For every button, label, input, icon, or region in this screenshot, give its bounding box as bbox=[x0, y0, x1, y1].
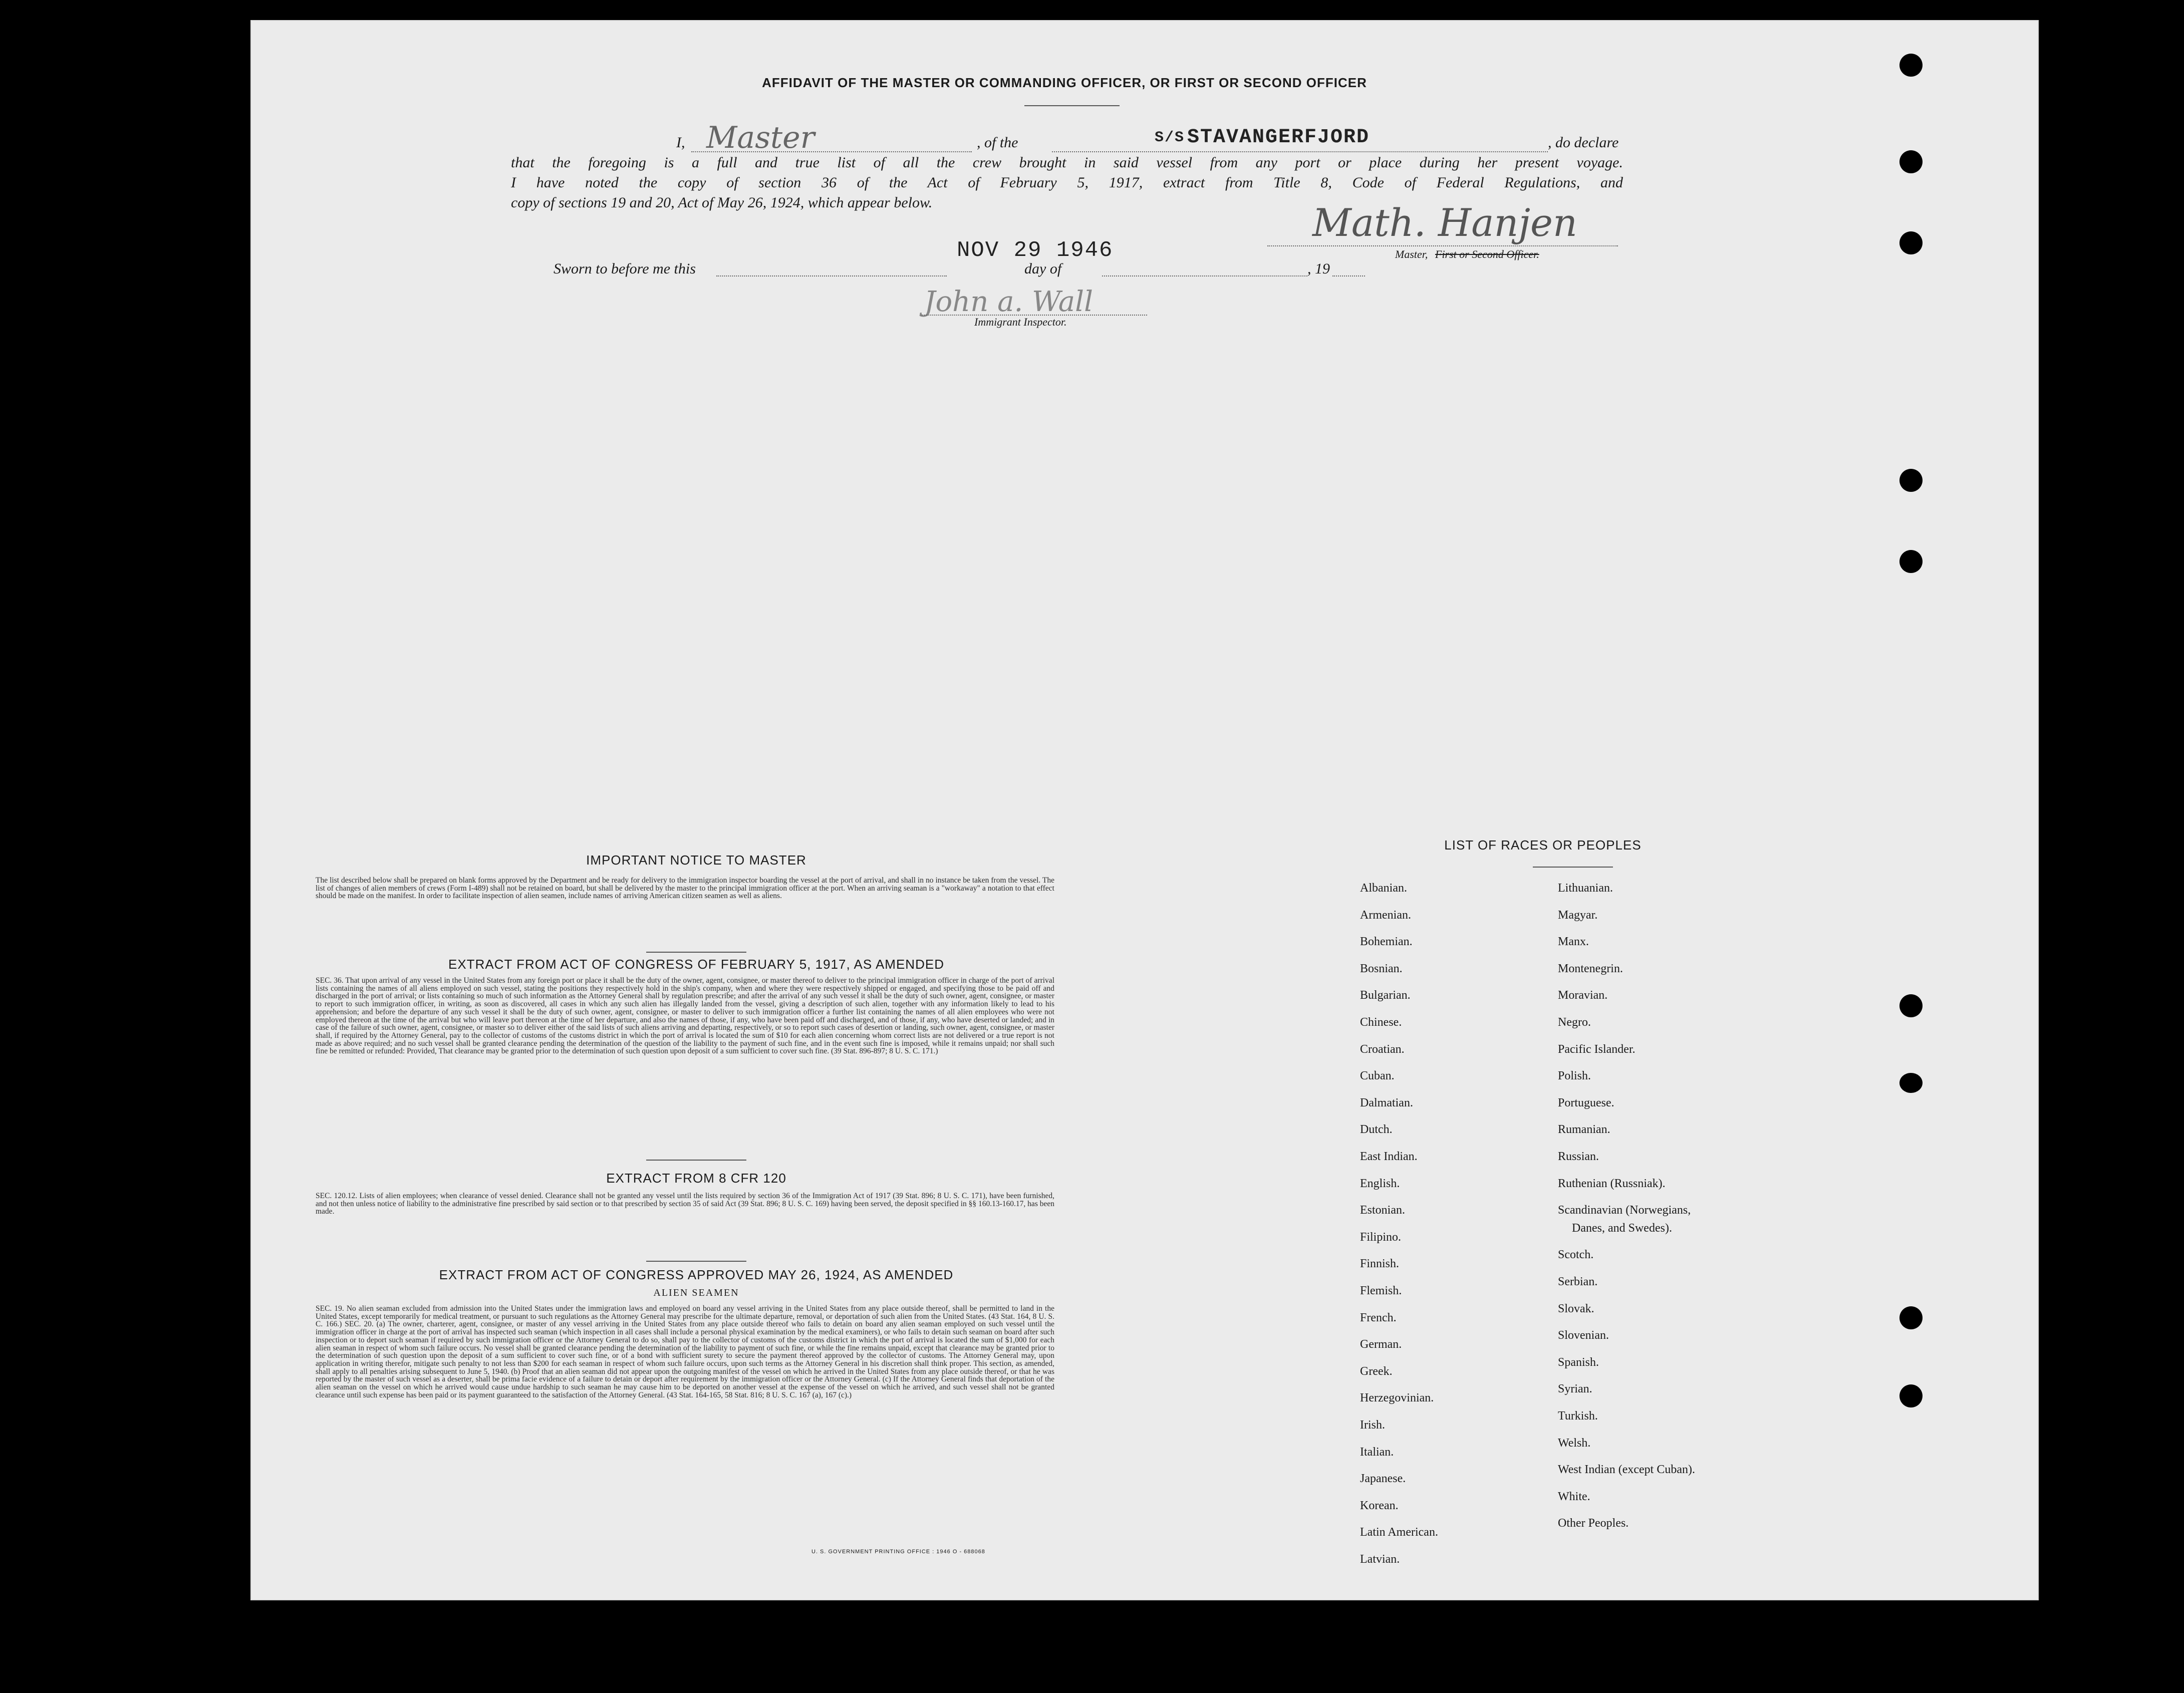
extract-cfr-rule bbox=[646, 1261, 746, 1262]
extract-1924-title: EXTRACT FROM ACT OF CONGRESS APPROVED MAY 26, 1924, AS AMENDED bbox=[439, 1267, 954, 1282]
race-item: West Indian (except Cuban). bbox=[1558, 1463, 1695, 1477]
rank-underline bbox=[691, 151, 972, 152]
punch-hole bbox=[1899, 1073, 1923, 1093]
sworn-label: Sworn to before me this bbox=[554, 260, 696, 277]
race-item: Manx. bbox=[1558, 935, 1589, 949]
race-item: Scandinavian (Norwegians, bbox=[1558, 1204, 1691, 1217]
date-stamp: NOV 29 1946 bbox=[957, 238, 1114, 263]
race-item: Portuguese. bbox=[1558, 1096, 1614, 1109]
race-item: Serbian. bbox=[1558, 1275, 1598, 1288]
vessel-name: STAVANGERFJORD bbox=[1187, 126, 1370, 149]
vessel-prefix: S/S bbox=[1155, 129, 1185, 146]
race-item: German. bbox=[1360, 1338, 1402, 1351]
race-item: Syrian. bbox=[1558, 1382, 1592, 1396]
sworn-underline bbox=[716, 275, 947, 276]
signature-line bbox=[1267, 245, 1618, 246]
do-declare-text: , do declare bbox=[1548, 134, 1619, 151]
printer-line: U. S. GOVERNMENT PRINTING OFFICE : 1946 O - 688068 bbox=[811, 1549, 985, 1555]
race-item: Montenegrin. bbox=[1558, 962, 1623, 975]
notice-body: The list described below shall be prepared on blank forms approved by the Department and be ready for delivery to the immigration inspector boarding the vessel at the port of arrival, and shall in no instance be taken from the vessel. The list of changes of alien members of crews (Form I-489) shall not be retained on board, but shall be delivered by the master to the principal immigration officer at the port. When an arriving seaman is a "workaway" a notation to that effect should be made on the manifest. In order to facilitate inspection of alien seamen, include names of arriving American citizen seamen as well as aliens. bbox=[316, 876, 1054, 901]
race-item: Filipino. bbox=[1360, 1230, 1402, 1244]
race-item: Bulgarian. bbox=[1360, 989, 1411, 1002]
race-item: Greek. bbox=[1360, 1364, 1393, 1378]
race-item: Slovak. bbox=[1558, 1302, 1594, 1315]
race-item: Polish. bbox=[1558, 1069, 1591, 1083]
handwritten-rank: Master bbox=[706, 120, 815, 155]
extract-1924-body: SEC. 19. No alien seaman excluded from admission into the United States under the immigration laws and employed on board any vessel arriving in the United States from any place outside thereof, shall be permitted to land in the United States, except temporarily for medical treatment, or pursuant to such regulations as the Attorney General may prescribe for the ultimate departure, removal, or deportation of such alien from the United States. (43 Stat. 164, 8 U. S. C. 166.) SEC. 20. (a) The owner, charterer, agent, consignee, or master of any vessel arriving in the United States from any place outside thereof who fails to detain on board any alien seaman employed on such vessel until the immigration officer in charge at the port of arrival has inspected such seaman (which inspection in all cases shall include a personal physical examination by the medical examiners), or who fails to detain such seaman on board after such inspection or to deport such seaman if required by such immigration officer or the Attorney General to do so, shall pay to the collector of customs of the customs district in which the port of arrival is located the sum of $1,000 for each alien seaman in respect of whom such failure occurs. No vessel shall be granted clearance pending the determination of the liability to payment of such fine, or while the fine remains unpaid, except that clearance may be granted prior to the determination of such question upon the deposit of a sum sufficient to cover such fine, or of a bond with sufficient surety to secure the payment thereof approved by the collector of customs. The Attorney General may, upon application in writing therefor, mitigate such penalty to not less than $200 for each seaman in respect of whom such failure occurs, upon such terms as the Attorney General in his discretion shall think proper. This section, as amended, shall apply to all penalties arising subsequent to June 5, 1940. (b) Proof that an alien seaman did not appear upon the outgoing manifest of the vessel on which he arrived in the United States from any place outside thereof, or that he was reported by the master of such vessel as a deserter, shall be prima facie evidence of a failure to detain or deport after requirement by the immigration officer or the Attorney General. (c) If the Attorney General finds that deportation of the alien seaman on the vessel on which he arrived would cause undue hardship to such seaman he may cause him to be deported on another vessel at the expense of the vessel on which he arrived, and such vessel shall not be granted clearance until such expense has been paid or its payment guaranteed to the satisfaction of the Attorney General. (43 Stat. 164-165, 58 Stat. 816; 8 U. S. C. 167 (a), 167 (c).) bbox=[316, 1304, 1054, 1399]
race-item: Japanese. bbox=[1360, 1472, 1406, 1486]
punch-hole bbox=[1899, 550, 1923, 573]
race-item: Latvian. bbox=[1360, 1553, 1400, 1566]
race-item: Welsh. bbox=[1558, 1436, 1591, 1450]
punch-hole bbox=[1899, 469, 1923, 492]
punch-hole bbox=[1899, 54, 1923, 77]
race-item: Croatian. bbox=[1360, 1042, 1405, 1056]
races-title: LIST OF RACES OR PEOPLES bbox=[1444, 837, 1642, 853]
race-item: Albanian. bbox=[1360, 882, 1407, 895]
race-item: Turkish. bbox=[1558, 1409, 1598, 1423]
race-item: Danes, and Swedes). bbox=[1572, 1221, 1672, 1235]
races-rule bbox=[1533, 867, 1613, 868]
race-item: Pacific Islander. bbox=[1558, 1042, 1635, 1056]
punch-hole bbox=[1899, 1384, 1923, 1407]
notice-title: IMPORTANT NOTICE TO MASTER bbox=[586, 853, 806, 868]
race-item: White. bbox=[1558, 1490, 1590, 1503]
inspector-caption: Immigrant Inspector. bbox=[974, 316, 1067, 328]
master-signature: Math. Hanjen bbox=[1312, 200, 1577, 245]
race-item: Herzegovinian. bbox=[1360, 1391, 1434, 1405]
extract-1917-rule bbox=[646, 1160, 746, 1161]
race-item: Latin American. bbox=[1360, 1526, 1438, 1539]
race-item: Moravian. bbox=[1558, 989, 1608, 1002]
punch-hole bbox=[1899, 1306, 1923, 1329]
race-item: Flemish. bbox=[1360, 1284, 1402, 1297]
extract-1924-subtitle: ALIEN SEAMEN bbox=[653, 1287, 739, 1298]
title-rule bbox=[1024, 105, 1120, 106]
extract-1917-title: EXTRACT FROM ACT OF CONGRESS OF FEBRUARY 5, 1917, AS AMENDED bbox=[448, 957, 944, 972]
race-item: Bosnian. bbox=[1360, 962, 1403, 975]
affidavit-line4: copy of sections 19 and 20, Act of May 26, 1924, which appear below. bbox=[511, 194, 933, 211]
affidavit-title: AFFIDAVIT OF THE MASTER OR COMMANDING OFFICER, OR FIRST OR SECOND OFFICER bbox=[762, 75, 1367, 90]
affidavit-line2: that the foregoing is a full and true list of all the crew brought in said vessel from any port or place during her present voyage. bbox=[511, 154, 1623, 171]
race-item: Chinese. bbox=[1360, 1016, 1402, 1029]
race-item: Armenian. bbox=[1360, 908, 1411, 922]
race-item: Dutch. bbox=[1360, 1123, 1393, 1137]
race-item: Korean. bbox=[1360, 1499, 1399, 1512]
year-prefix: , 19 bbox=[1307, 260, 1330, 277]
race-item: Irish. bbox=[1360, 1419, 1385, 1432]
race-item: East Indian. bbox=[1360, 1150, 1418, 1163]
race-item: English. bbox=[1360, 1177, 1400, 1190]
affidavit-line3: I have noted the copy of section 36 of the Act of February 5, 1917, extract from Title 8, Code of Federal Regulations, and bbox=[511, 174, 1623, 191]
punch-hole bbox=[1899, 994, 1923, 1017]
punch-hole bbox=[1899, 231, 1923, 254]
document-page bbox=[250, 20, 2039, 1600]
race-item: Magyar. bbox=[1558, 908, 1598, 922]
year-underline bbox=[1332, 275, 1365, 276]
month-underline bbox=[1102, 275, 1307, 276]
race-item: Lithuanian. bbox=[1558, 882, 1613, 895]
race-item: Russian. bbox=[1558, 1150, 1599, 1163]
notice-rule bbox=[646, 952, 746, 953]
race-item: Other Peoples. bbox=[1558, 1517, 1629, 1530]
extract-1917-body: SEC. 36. That upon arrival of any vessel in the United States from any foreign port or place it shall be the duty of the owner, agent, consignee, or master thereof to deliver to the principal immigration officer in charge of the port of arrival lists containing the names of all aliens employed on such vessel, stating the positions they respectively hold in the ship's company, when and where they were respectively shipped or engaged, and specifying those to be paid off and discharged in the port of arrival; or lists containing so much of such information as the Attorney General shall by regulation prescribe; and after the arrival of any such vessel it shall be the duty of such owner, agent, consignee, or master to report to such immigration officer, in writing, as soon as discovered, all cases in which any such alien has illegally landed from the vessel, giving a description of such alien, together with any information likely to lead to his apprehension; and before the departure of any such vessel it shall be the duty of such owner, agent, consignee, or master to deliver to such immigration officer a further list containing the names of all alien employees who were not employed thereon at the time of the arrival but who will leave port thereon at the time of her departure, and also the names of those, if any, who have been paid off and discharged, and of those, if any, who have deserted or landed; and in case of the failure of such owner, agent, consignee, or master so to deliver either of the said lists of such aliens arriving and departing, respectively, or so to report such cases of desertion or landing, such owner, agent, consignee, or master shall, if required by the Attorney General, pay to the collector of customs of the customs district in which the port of arrival is located the sum of $10 for each alien concerning whom correct lists are not delivered or a true report is not made as above required; and no such vessel shall be granted clearance pending the determination of the question of the liability to the payment of such fine, and in the event such fine is imposed, while it remains unpaid; nor shall such fine be remitted or refunded: Provided, That clearance may be granted prior to the determination of such question upon deposit of a sum sufficient to cover such fine. (39 Stat. 896-897; 8 U. S. C. 171.) bbox=[316, 976, 1054, 1056]
race-item: Negro. bbox=[1558, 1016, 1591, 1029]
punch-hole bbox=[1899, 150, 1923, 173]
line1-prefix: I, bbox=[676, 134, 685, 151]
race-item: Italian. bbox=[1360, 1445, 1394, 1459]
race-item: Finnish. bbox=[1360, 1257, 1400, 1271]
race-item: Scotch. bbox=[1558, 1248, 1594, 1262]
race-item: Cuban. bbox=[1360, 1069, 1395, 1083]
race-item: Rumanian. bbox=[1558, 1123, 1610, 1137]
day-of-text: day of bbox=[1024, 260, 1062, 277]
extract-cfr-title: EXTRACT FROM 8 CFR 120 bbox=[606, 1171, 786, 1186]
race-item: Dalmatian. bbox=[1360, 1096, 1413, 1109]
inspector-signature: John a. Wall bbox=[924, 286, 1093, 318]
race-item: French. bbox=[1360, 1311, 1397, 1324]
race-item: Ruthenian (Russniak). bbox=[1558, 1177, 1666, 1190]
of-the-text: , of the bbox=[977, 134, 1018, 151]
extract-cfr-body: SEC. 120.12. Lists of alien employees; when clearance of vessel denied. Clearance shall not be granted any vessel until the lists required by section 36 of the Immigration Act of 1917 (39 Stat. 896; 8 U. S. C. 171), have been furnished, and not then unless notice of liability to the administrative fine prescribed by said section or to that prescribed by section 35 of said Act (39 Stat. 896; 8 U. S. C. 169) having been served, the deposit specified in §§ 160.13-160.17, has been made. bbox=[316, 1192, 1054, 1216]
signature-caption-struck: First or Second Officer. bbox=[1435, 248, 1539, 260]
vessel-underline bbox=[1052, 151, 1548, 152]
signature-caption-master: Master, bbox=[1395, 248, 1428, 260]
race-item: Spanish. bbox=[1558, 1355, 1599, 1369]
race-item: Bohemian. bbox=[1360, 935, 1413, 949]
race-item: Slovenian. bbox=[1558, 1329, 1609, 1342]
race-item: Estonian. bbox=[1360, 1204, 1405, 1217]
